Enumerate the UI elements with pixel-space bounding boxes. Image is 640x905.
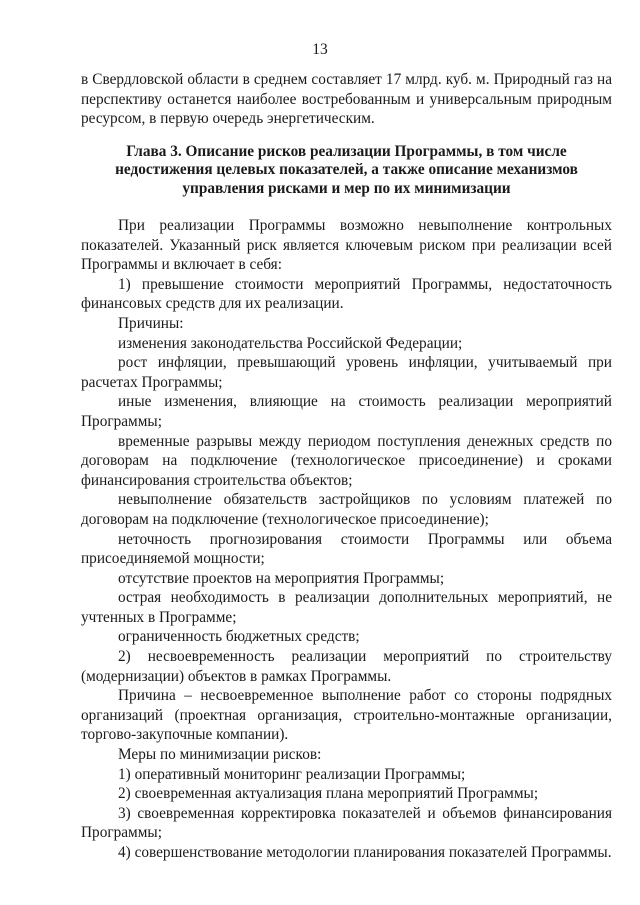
list-item: 1) оперативный мониторинг реализации Программы; [118, 765, 466, 783]
page-number: 13 [312, 41, 328, 58]
body-paragraph: Причина – несвоевременное выполнение работ со стороны подрядных организаций (проектная организация, строительно-монтажные организации, торгово-закупочные компании). [81, 687, 612, 744]
list-item: 4) совершенствование методологии планирования показателей Программы. [118, 844, 612, 861]
body-paragraph: острая необходимость в реализации дополнительных мероприятий, не учтенных в Программе; [81, 589, 612, 626]
body-paragraph: невыполнение обязательств застройщиков по условиям платежей по договорам на подключение (технологическое присоединение); [81, 491, 612, 528]
intro-paragraph: в Свердловской области в среднем составляет 17 млрд. куб. м. Природный газ на перспективу останется наиболее востребованным и универсальным природным ресурсом, в первую очередь энергетическим. [81, 71, 612, 127]
body-paragraph: изменения законодательства Российской Федерации; [118, 334, 463, 352]
list-item: 2) своевременная актуализация плана мероприятий Программы; [118, 785, 539, 803]
chapter-heading-line-2: недостижения целевых показателей, а также описание механизмов [115, 161, 578, 179]
body-paragraph: 2) несвоевременность реализации мероприятий по строительству (модернизации) объектов в рамках Программы. [81, 648, 612, 685]
body-paragraph: рост инфляции, превышающий уровень инфляции, учитываемый при расчетах Программы; [81, 354, 612, 391]
body-text [81, 216, 612, 863]
body-paragraph: временные разрывы между периодом поступления денежных средств по договорам на подключение (технологическое присоединение) и сроками финансирования строительства объектов; [81, 432, 612, 489]
body-paragraph: Меры по минимизации рисков: [118, 746, 322, 764]
body-paragraph: отсутствие проектов на мероприятия Программы; [118, 569, 445, 587]
body-paragraph: иные изменения, влияющие на стоимость реализации мероприятий Программы; [81, 393, 612, 430]
body-paragraph: При реализации Программы возможно невыполнение контрольных показателей. Указанный риск является ключевым риском при реализации всей Программы и включает в себя: [81, 217, 612, 274]
body-paragraph: Причины: [118, 314, 184, 332]
chapter-heading-line-3: управления рисками и мер по их минимизации [182, 179, 511, 197]
body-paragraph: ограниченность бюджетных средств; [118, 628, 360, 646]
body-paragraph: неточность прогнозирования стоимости Программы или объема присоединяемой мощности; [81, 530, 612, 568]
list-item: 3) своевременная корректировка показателей и объемов финансирования Программы; [81, 804, 612, 842]
chapter-heading [81, 143, 612, 198]
chapter-heading-line-1: Глава 3. Описание рисков реализации Программы, в том числе [126, 143, 567, 160]
body-paragraph: 1) превышение стоимости мероприятий Программы, недостаточность финансовых средств для их реализации. [81, 275, 612, 313]
